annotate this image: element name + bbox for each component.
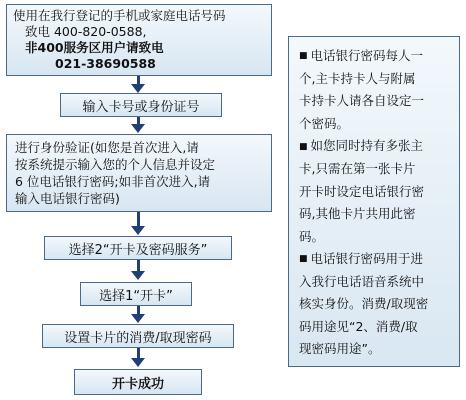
notes-panel [288,36,460,367]
flow-arrow-5 [131,314,145,323]
step-verify-line-1: 进行身份验证(如您是首次进入,请 [15,140,199,155]
flow-arrow-4 [131,271,145,280]
step-contact-line-3: 非400服务区用户请致电 [25,40,164,55]
note-2-line-4: 码,其他卡片共用此密 [299,206,416,221]
step-set-pin-label: 设置卡片的消费/取现密码 [64,330,212,346]
note-item-3 [299,248,451,361]
step-contact-line-1: 使用在我行登记的手机或家庭电话号码 [13,8,226,23]
note-3-line-4: 码用途见“2、消费/取 [299,318,418,334]
bullet-icon: ■ [299,141,308,152]
note-item-1 [299,45,451,135]
step-verify-box [6,134,272,212]
note-3-line-5: 现密码用途”。 [299,341,381,357]
flow-arrow-1 [131,84,145,93]
step-contact-line-4: 021-38690588 [55,56,156,71]
note-3-line-3: 核实身份。消费/取现密 [299,296,429,312]
step-select-2-box [44,236,232,260]
note-1-line-3: 卡持卡人请各自设定一 [299,93,425,109]
step-contact-box [6,4,272,76]
step-contact-line-2: 致电 400-820-0588, [25,24,147,39]
note-1-line-4: 个密码。 [299,115,350,131]
note-2-line-3: 开卡时设定电话银行密 [299,183,425,199]
step-verify-line-3: 6 位电话银行密码;如非首次进入,请 [15,174,211,189]
step-enter-card-box [60,93,222,117]
step-success-label: 开卡成功 [111,376,164,392]
note-3-line-1: 电话银行密码用于进 [310,251,424,266]
step-select-2-label: 选择2“开卡及密码服务” [68,242,208,258]
bullet-icon: ■ [299,254,308,265]
step-verify-line-2: 按系统提示输入您的个人信息并设定 [15,157,216,172]
step-select-1-box [80,282,192,306]
step-enter-card-label: 输入卡号或身份证号 [82,99,200,115]
flow-arrow-2 [131,124,145,133]
flow-arrow-6 [131,358,145,367]
bullet-icon: ■ [299,51,308,62]
step-set-pin-box [42,324,234,348]
note-item-2 [299,135,451,248]
step-select-1-label: 选择1“开卡” [99,288,173,304]
step-success-box [74,369,202,395]
note-2-line-5: 码。 [299,228,325,244]
note-1-line-1: 电话银行密码每人一 [310,48,424,63]
step-verify-line-4: 输入电话银行密码) [15,191,120,206]
note-1-line-2: 个,主卡持卡人与附属 [299,70,416,86]
note-2-line-2: 卡,只需在第一张卡片 [299,161,416,176]
note-2-line-1: 如您同时持有多张主 [310,138,424,154]
note-3-line-2: 入我行电话语音系统中 [299,273,425,289]
flow-arrow-3 [131,226,145,235]
